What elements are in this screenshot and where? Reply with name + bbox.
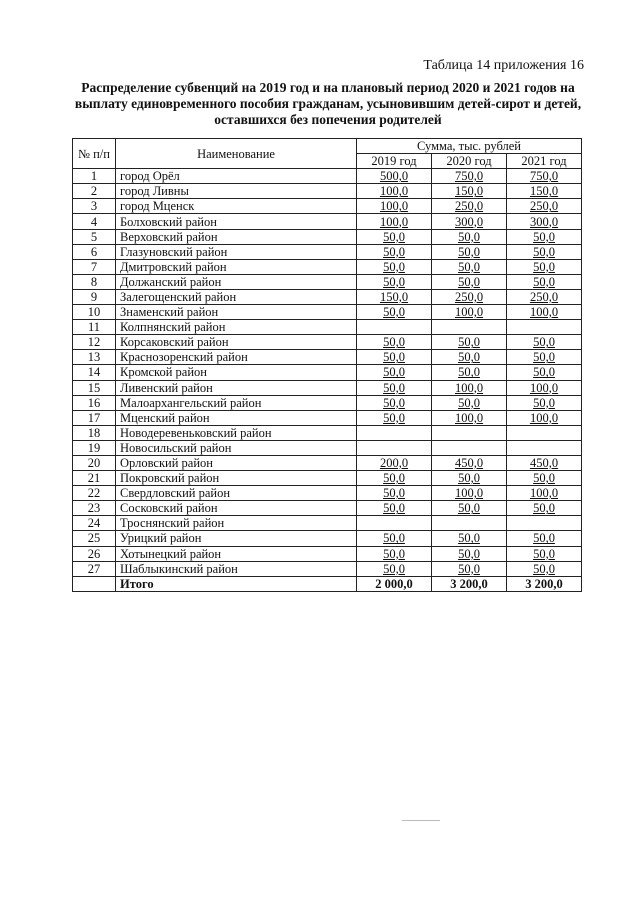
row-2020 xyxy=(432,471,507,486)
table-row xyxy=(73,350,582,365)
row-num: 26 xyxy=(73,546,116,561)
row-2021 xyxy=(507,516,582,531)
header-2019: 2019 год xyxy=(357,154,432,169)
total-row xyxy=(73,576,582,591)
table-row xyxy=(73,471,582,486)
row-name: Новосильский район xyxy=(116,440,357,455)
row-2020-value: 50,0 xyxy=(458,531,480,546)
row-2019-value: 50,0 xyxy=(383,305,405,320)
row-2019-value: 150,0 xyxy=(379,289,409,304)
row-2020-value: 100,0 xyxy=(454,380,484,395)
total-label: Итого xyxy=(116,576,357,591)
row-2021 xyxy=(507,471,582,486)
appendix-caption: Таблица 14 приложения 16 xyxy=(423,58,584,73)
row-2020 xyxy=(432,214,507,229)
row-2019 xyxy=(357,335,432,350)
row-2019-value: 50,0 xyxy=(383,561,405,576)
row-name: Кромской район xyxy=(116,365,357,380)
row-2019 xyxy=(357,365,432,380)
row-name: город Орёл xyxy=(116,169,357,184)
row-2019-value: 50,0 xyxy=(383,546,405,561)
row-2020-value: 450,0 xyxy=(454,456,484,471)
total-2020: 3 200,0 xyxy=(432,576,507,591)
table-row xyxy=(73,335,582,350)
row-name: Сосковский район xyxy=(116,501,357,516)
table-row xyxy=(73,440,582,455)
row-2021 xyxy=(507,244,582,259)
row-2020 xyxy=(432,486,507,501)
row-2019 xyxy=(357,516,432,531)
row-2019 xyxy=(357,259,432,274)
header-2021: 2021 год xyxy=(507,154,582,169)
row-2019 xyxy=(357,214,432,229)
table-row xyxy=(73,531,582,546)
row-name: Дмитровский район xyxy=(116,259,357,274)
row-num: 1 xyxy=(73,169,116,184)
table-row xyxy=(73,305,582,320)
row-2019-value: 500,0 xyxy=(379,169,409,184)
row-2020 xyxy=(432,289,507,304)
row-2020-value: 150,0 xyxy=(454,184,484,199)
table-row xyxy=(73,501,582,516)
row-2021-value: 50,0 xyxy=(533,350,555,365)
table-row xyxy=(73,244,582,259)
row-2020-value: 50,0 xyxy=(458,546,480,561)
row-2021 xyxy=(507,289,582,304)
row-2020-value: 250,0 xyxy=(454,199,484,214)
row-2021 xyxy=(507,561,582,576)
row-name: Краснозоренский район xyxy=(116,350,357,365)
row-2021 xyxy=(507,169,582,184)
row-2019-value: 50,0 xyxy=(383,486,405,501)
row-2021 xyxy=(507,455,582,470)
table-row xyxy=(73,320,582,335)
table-row xyxy=(73,365,582,380)
row-2019-value: 200,0 xyxy=(379,456,409,471)
header-2020: 2020 год xyxy=(432,154,507,169)
table-body xyxy=(73,169,582,577)
row-2021 xyxy=(507,259,582,274)
row-2020 xyxy=(432,274,507,289)
row-2020-value: 50,0 xyxy=(458,395,480,410)
row-2020 xyxy=(432,516,507,531)
row-2021-value: 50,0 xyxy=(533,395,555,410)
table-row xyxy=(73,274,582,289)
row-2020 xyxy=(432,501,507,516)
row-2021-value: 50,0 xyxy=(533,335,555,350)
row-name: Мценский район xyxy=(116,410,357,425)
row-name: Свердловский район xyxy=(116,486,357,501)
row-2021-value: 50,0 xyxy=(533,546,555,561)
table-row xyxy=(73,425,582,440)
row-num: 5 xyxy=(73,229,116,244)
row-2020 xyxy=(432,561,507,576)
row-2020 xyxy=(432,380,507,395)
table-row xyxy=(73,561,582,576)
subsidy-table xyxy=(72,138,582,592)
row-2020-value: 100,0 xyxy=(454,486,484,501)
row-name: Урицкий район xyxy=(116,531,357,546)
row-2021 xyxy=(507,214,582,229)
row-name: Должанский район xyxy=(116,274,357,289)
row-num: 21 xyxy=(73,471,116,486)
row-2021 xyxy=(507,320,582,335)
row-num: 3 xyxy=(73,199,116,214)
row-2019 xyxy=(357,440,432,455)
row-2019 xyxy=(357,471,432,486)
header-name: Наименование xyxy=(116,139,357,169)
row-num: 10 xyxy=(73,305,116,320)
row-2020 xyxy=(432,184,507,199)
row-2021-value: 50,0 xyxy=(533,274,555,289)
row-name: город Мценск xyxy=(116,199,357,214)
row-name: Болховский район xyxy=(116,214,357,229)
row-num: 9 xyxy=(73,289,116,304)
row-2021 xyxy=(507,410,582,425)
row-name: Орловский район xyxy=(116,455,357,470)
row-2019 xyxy=(357,561,432,576)
row-name: Хотынецкий район xyxy=(116,546,357,561)
row-num: 6 xyxy=(73,244,116,259)
row-2021 xyxy=(507,365,582,380)
row-name: Глазуновский район xyxy=(116,244,357,259)
row-2019-value: 50,0 xyxy=(383,365,405,380)
row-2021-value: 50,0 xyxy=(533,531,555,546)
total-2021: 3 200,0 xyxy=(507,576,582,591)
row-2020 xyxy=(432,365,507,380)
row-name: город Ливны xyxy=(116,184,357,199)
row-2019-value: 50,0 xyxy=(383,244,405,259)
row-2019-value: 50,0 xyxy=(383,410,405,425)
row-name: Покровский район xyxy=(116,471,357,486)
row-2019-value: 100,0 xyxy=(379,184,409,199)
row-2019-value: 50,0 xyxy=(383,531,405,546)
row-2019 xyxy=(357,455,432,470)
row-num: 14 xyxy=(73,365,116,380)
row-name: Троснянский район xyxy=(116,516,357,531)
row-2020 xyxy=(432,244,507,259)
row-2020 xyxy=(432,229,507,244)
row-2020 xyxy=(432,440,507,455)
row-name: Новодеревеньковский район xyxy=(116,425,357,440)
table-row xyxy=(73,229,582,244)
row-2020-value: 750,0 xyxy=(454,169,484,184)
row-2019-value: 50,0 xyxy=(383,471,405,486)
row-2020 xyxy=(432,259,507,274)
row-2020-value: 100,0 xyxy=(454,305,484,320)
row-num: 16 xyxy=(73,395,116,410)
row-2020 xyxy=(432,199,507,214)
row-2021 xyxy=(507,380,582,395)
row-num: 4 xyxy=(73,214,116,229)
row-num: 17 xyxy=(73,410,116,425)
row-2019-value: 50,0 xyxy=(383,229,405,244)
row-num: 23 xyxy=(73,501,116,516)
row-2021-value: 300,0 xyxy=(529,214,559,229)
header-row xyxy=(73,139,582,154)
row-num: 11 xyxy=(73,320,116,335)
row-2020 xyxy=(432,395,507,410)
table-row xyxy=(73,380,582,395)
header-num: № п/п xyxy=(73,139,116,169)
row-2021-value: 50,0 xyxy=(533,365,555,380)
row-2021 xyxy=(507,199,582,214)
row-num: 2 xyxy=(73,184,116,199)
row-2019-value: 50,0 xyxy=(383,274,405,289)
row-2021 xyxy=(507,274,582,289)
table-row xyxy=(73,546,582,561)
total-num-cell xyxy=(73,576,116,591)
row-name: Малоархангельский район xyxy=(116,395,357,410)
row-2021-value: 50,0 xyxy=(533,244,555,259)
row-num: 27 xyxy=(73,561,116,576)
row-2021 xyxy=(507,395,582,410)
row-2021-value: 750,0 xyxy=(529,169,559,184)
row-2020-value: 50,0 xyxy=(458,229,480,244)
row-num: 22 xyxy=(73,486,116,501)
row-2021 xyxy=(507,531,582,546)
row-2019 xyxy=(357,501,432,516)
table-row xyxy=(73,199,582,214)
row-2019-value: 50,0 xyxy=(383,380,405,395)
row-name: Корсаковский район xyxy=(116,335,357,350)
row-num: 12 xyxy=(73,335,116,350)
row-num: 24 xyxy=(73,516,116,531)
row-name: Колпнянский район xyxy=(116,320,357,335)
row-2020 xyxy=(432,425,507,440)
row-num: 25 xyxy=(73,531,116,546)
row-2021 xyxy=(507,501,582,516)
row-name: Знаменский район xyxy=(116,305,357,320)
table-row xyxy=(73,410,582,425)
table-row xyxy=(73,289,582,304)
row-2020-value: 50,0 xyxy=(458,244,480,259)
row-2019 xyxy=(357,320,432,335)
row-2020-value: 50,0 xyxy=(458,471,480,486)
row-2020-value: 50,0 xyxy=(458,501,480,516)
total-2019: 2 000,0 xyxy=(357,576,432,591)
row-2021 xyxy=(507,546,582,561)
row-2021-value: 100,0 xyxy=(529,486,559,501)
row-2019 xyxy=(357,305,432,320)
row-2020-value: 50,0 xyxy=(458,365,480,380)
row-2019-value: 100,0 xyxy=(379,214,409,229)
row-2019 xyxy=(357,380,432,395)
row-2020 xyxy=(432,531,507,546)
row-2020 xyxy=(432,320,507,335)
row-2019 xyxy=(357,244,432,259)
row-2021 xyxy=(507,440,582,455)
table-row xyxy=(73,455,582,470)
row-2019 xyxy=(357,169,432,184)
row-2021 xyxy=(507,350,582,365)
row-2020 xyxy=(432,455,507,470)
row-num: 19 xyxy=(73,440,116,455)
row-2021-value: 100,0 xyxy=(529,380,559,395)
row-2019-value: 50,0 xyxy=(383,501,405,516)
row-name: Залегощенский район xyxy=(116,289,357,304)
table-row xyxy=(73,486,582,501)
table-row xyxy=(73,395,582,410)
row-2019-value: 50,0 xyxy=(383,259,405,274)
row-2020-value: 50,0 xyxy=(458,259,480,274)
row-2019 xyxy=(357,199,432,214)
row-2020 xyxy=(432,546,507,561)
row-2020 xyxy=(432,305,507,320)
row-2021-value: 250,0 xyxy=(529,199,559,214)
row-2019 xyxy=(357,425,432,440)
row-num: 18 xyxy=(73,425,116,440)
row-2021-value: 150,0 xyxy=(529,184,559,199)
row-2020 xyxy=(432,410,507,425)
row-2019 xyxy=(357,289,432,304)
row-2020 xyxy=(432,335,507,350)
row-2020-value: 50,0 xyxy=(458,350,480,365)
row-2019 xyxy=(357,350,432,365)
row-2021 xyxy=(507,425,582,440)
row-2019 xyxy=(357,546,432,561)
row-2021-value: 50,0 xyxy=(533,501,555,516)
row-name: Верховский район xyxy=(116,229,357,244)
row-2020-value: 100,0 xyxy=(454,410,484,425)
table-row xyxy=(73,169,582,184)
row-2021 xyxy=(507,229,582,244)
row-2021 xyxy=(507,486,582,501)
row-2021 xyxy=(507,184,582,199)
row-2021-value: 100,0 xyxy=(529,410,559,425)
row-2021-value: 50,0 xyxy=(533,561,555,576)
row-2021-value: 250,0 xyxy=(529,289,559,304)
row-2019 xyxy=(357,410,432,425)
row-2019 xyxy=(357,486,432,501)
row-2019 xyxy=(357,395,432,410)
row-2019 xyxy=(357,531,432,546)
row-2021-value: 100,0 xyxy=(529,305,559,320)
row-2021 xyxy=(507,305,582,320)
row-num: 13 xyxy=(73,350,116,365)
row-num: 7 xyxy=(73,259,116,274)
row-2019 xyxy=(357,274,432,289)
row-num: 8 xyxy=(73,274,116,289)
row-2020-value: 50,0 xyxy=(458,335,480,350)
row-2019-value: 50,0 xyxy=(383,395,405,410)
row-2019-value: 50,0 xyxy=(383,350,405,365)
row-name: Шаблыкинский район xyxy=(116,561,357,576)
table-row xyxy=(73,259,582,274)
row-2020-value: 50,0 xyxy=(458,274,480,289)
table-row xyxy=(73,516,582,531)
row-2020-value: 50,0 xyxy=(458,561,480,576)
row-num: 20 xyxy=(73,455,116,470)
header-amount: Сумма, тыс. рублей xyxy=(357,139,582,154)
scan-mark xyxy=(402,820,440,821)
row-name: Ливенский район xyxy=(116,380,357,395)
row-2020-value: 250,0 xyxy=(454,289,484,304)
row-2021-value: 50,0 xyxy=(533,259,555,274)
row-2019 xyxy=(357,184,432,199)
table-row xyxy=(73,184,582,199)
row-2019-value: 100,0 xyxy=(379,199,409,214)
row-2020-value: 300,0 xyxy=(454,214,484,229)
row-2020 xyxy=(432,169,507,184)
document-title: Распределение субвенций на 2019 год и на плановый период 2020 и 2021 годов на выплату единовременного пособия гражданам, усыновившим детей-сирот и детей, оставшихся без попечения родителей xyxy=(74,80,582,127)
row-2021-value: 450,0 xyxy=(529,456,559,471)
row-num: 15 xyxy=(73,380,116,395)
row-2021-value: 50,0 xyxy=(533,229,555,244)
table-row xyxy=(73,214,582,229)
row-2021-value: 50,0 xyxy=(533,471,555,486)
row-2021 xyxy=(507,335,582,350)
row-2019 xyxy=(357,229,432,244)
row-2020 xyxy=(432,350,507,365)
row-2019-value: 50,0 xyxy=(383,335,405,350)
